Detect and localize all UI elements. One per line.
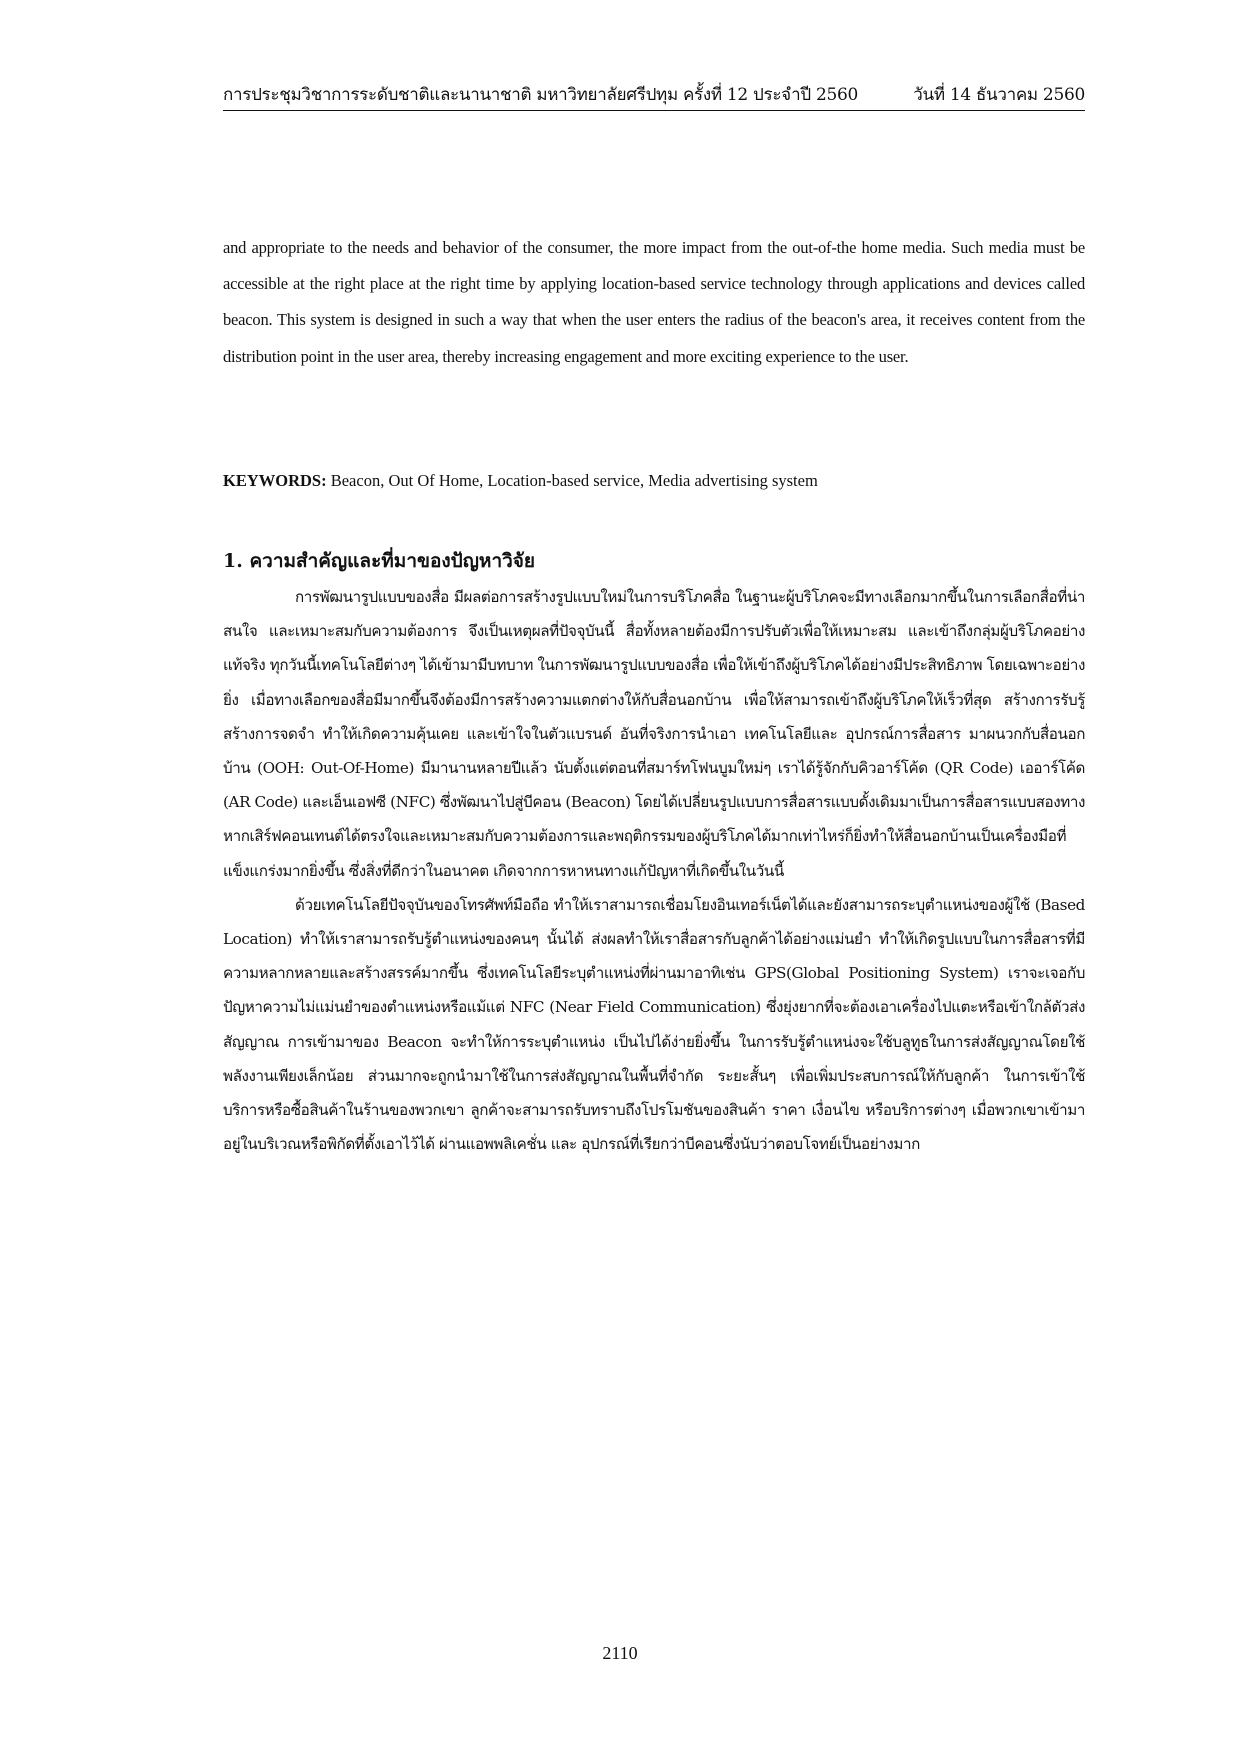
section-body bbox=[223, 580, 1085, 1161]
keywords bbox=[223, 470, 1085, 492]
running-header bbox=[223, 84, 1085, 106]
body-paragraph: การพัฒนารูปแบบของสื่อ มีผลต่อการสร้างรูปแบบใหม่ในการบริโภคสื่อ ในฐานะผู้บริโภคจะมีทางเลือกมากขึ้นในการเลือกสื่อที่น่าสนใจ และเหมาะสมกับความต้องการ จึงเป็นเหตุผลที่ปัจจุบันนี้ สื่อทั้งหลายต้องมีการปรับตัวเพื่อให้เหมาะสม และเข้าถึงกลุ่มผู้บริโภคอย่างแท้จริง ทุกวันนี้เทคโนโลยีต่างๆ ได้เข้ามามีบทบาท ในการพัฒนารูปแบบของสื่อ เพื่อให้เข้าถึงผู้บริโภคได้อย่างมีประสิทธิภาพ โดยเฉพาะอย่างยิ่ง เมื่อทางเลือกของสื่อมีมากขึ้นจึงต้องมีการสร้างความแตกต่างให้กับสื่อนอกบ้าน เพื่อให้สามารถเข้าถึงผู้บริโภคให้เร็วที่สุด สร้างการรับรู้ สร้างการจดจำ ทำให้เกิดความคุ้นเคย และเข้าใจในตัวแบรนด์ อันที่จริงการนำเอา เทคโนโลยีและ อุปกรณ์การสื่อสาร มาผนวกกับสื่อนอกบ้าน (OOH: Out-Of-Home) มีมานานหลายปีแล้ว นับตั้งแต่ตอนที่สมาร์ทโฟนบูมใหม่ๆ เราได้รู้จักกับคิวอาร์โค้ด (QR Code) เออาร์โค้ด (AR Code) และเอ็นเอฟซี (NFC) ซึ่งพัฒนาไปสู่บีคอน (Beacon) โดยได้เปลี่ยนรูปแบบการสื่อสารแบบดั้งเดิมมาเป็นการสื่อสารแบบสองทาง หากเสิร์ฟคอนเทนต์ได้ตรงใจและเหมาะสมกับความต้องการและพฤติกรรมของผู้บริโภคได้มากเท่าไหร่ก็ยิ่งทำให้สื่อนอกบ้านเป็นเครื่องมือที่แข็งแกร่งมากยิ่งขึ้น ซึ่งสิ่งที่ดีกว่าในอนาคต เกิดจากการหาหนทางแก้ปัญหาที่เกิดขึ้นในวันนี้ bbox=[223, 588, 1085, 880]
abstract-continuation bbox=[223, 230, 1085, 375]
conference-date: วันที่ 14 ธันวาคม 2560 bbox=[913, 85, 1085, 105]
header-divider bbox=[223, 110, 1085, 111]
body-paragraph: ด้วยเทคโนโลยีปัจจุบันของโทรศัพท์มือถือ ทำให้เราสามารถเชื่อมโยงอินเทอร์เน็ตได้และยังสามารถระบุตำแหน่งของผู้ใช้ (Based Location) ทำให้เราสามารถรับรู้ตำแหน่งของคนๆ นั้นได้ ส่งผลทำให้เราสื่อสารกับลูกค้าได้อย่างแม่นยำ ทำให้เกิดรูปแบบในการสื่อสารที่มีความหลากหลายและสร้างสรรค์มากขึ้น ซึ่งเทคโนโลยีระบุตำแหน่งที่ผ่านมาอาทิเช่น GPS(Global Positioning System) เราจะเจอกับปัญหาความไม่แม่นยำของตำแหน่งหรือแม้แต่ NFC (Near Field Communication) ซึ่งยุ่งยากที่จะต้องเอาเครื่องไปแตะหรือเข้าใกล้ตัวส่งสัญญาณ การเข้ามาของ Beacon จะทำให้การระบุตำแหน่ง เป็นไปได้ง่ายยิ่งขึ้น ในการรับรู้ตำแหน่งจะใช้บลูทูธในการส่งสัญญาณโดยใช้พลังงานเพียงเล็กน้อย ส่วนมากจะถูกนำมาใช้ในการส่งสัญญาณในพื้นที่จำกัด ระยะสั้นๆ เพื่อเพิ่มประสบการณ์ให้กับลูกค้า ในการเข้าใช้บริการหรือซื้อสินค้าในร้านของพวกเขา ลูกค้าจะสามารถรับทราบถึงโปรโมชันของสินค้า ราคา เงื่อนไข หรือบริการต่างๆ เมื่อพวกเขาเข้ามาอยู่ในบริเวณหรือพิกัดที่ตั้งเอาไว้ได้ ผ่านแอพพลิเคชั่น และ อุปกรณ์ที่เรียกว่าบีคอนซึ่งนับว่าตอบโจทย์เป็นอย่างมาก bbox=[223, 895, 1085, 1154]
keywords-label: KEYWORDS: bbox=[223, 471, 327, 490]
abstract-paragraph: and appropriate to the needs and behavior of the consumer, the more impact from the out-of-the home media. Such media must be accessible at the right place at the right time by applying location-based service technology through applications and devices called beacon. This system is designed in such a way that when the user enters the radius of the beacon's area, it receives content from the distribution point in the user area, thereby increasing engagement and more exciting experience to the user. bbox=[223, 238, 1085, 366]
keywords-text: Beacon, Out Of Home, Location-based service, Media advertising system bbox=[326, 471, 818, 490]
conference-title: การประชุมวิชาการระดับชาติและนานาชาติ มหาวิทยาลัยศรีปทุม ครั้งที่ 12 ประจำปี 2560 bbox=[223, 85, 859, 105]
page-number: 2110 bbox=[602, 1643, 638, 1663]
section-heading: 1. ความสำคัญและที่มาของปัญหาวิจัย bbox=[223, 550, 536, 572]
